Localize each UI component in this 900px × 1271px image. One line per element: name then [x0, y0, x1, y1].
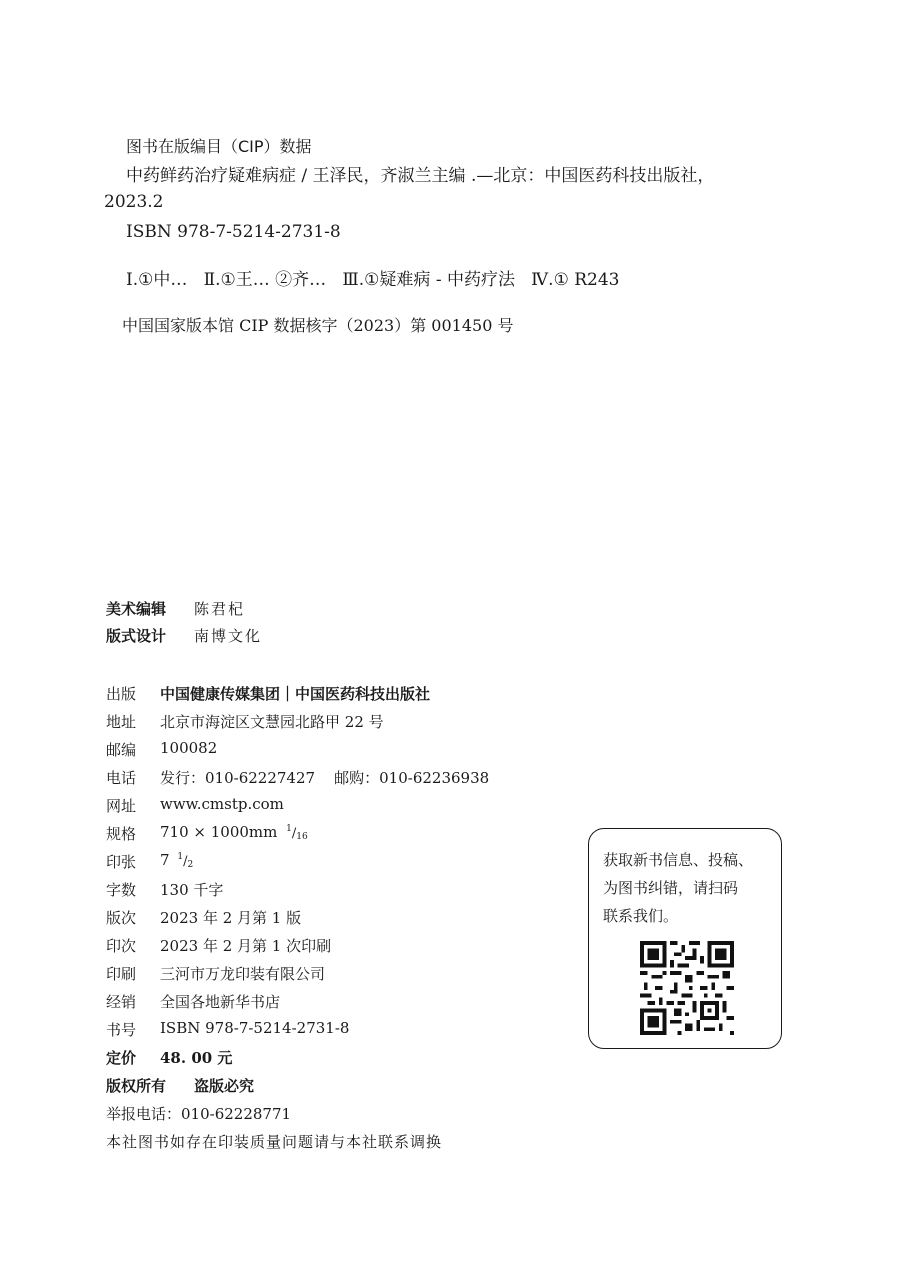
- booknum-label: 书号: [106, 1021, 137, 1039]
- qr-code-icon[interactable]: [639, 941, 735, 1035]
- sheets-frac-num: 1: [177, 852, 184, 862]
- address-label: 地址: [106, 713, 137, 731]
- cip-classification: Ⅰ.①中… Ⅱ.①王… ②齐… Ⅲ.①疑难病 - 中药疗法 Ⅳ.① R243: [126, 270, 620, 290]
- cip-heading: 图书在版编目（CIP）数据: [126, 137, 312, 156]
- cip-isbn: ISBN 978-7-5214-2731-8: [126, 222, 341, 242]
- sheets-whole: 7: [160, 851, 170, 869]
- format-frac-den: 16: [296, 832, 308, 842]
- quality-notice: 本社图书如存在印装质量问题请与本社联系调换: [106, 1133, 443, 1151]
- website-value: www.cmstp.com: [160, 795, 284, 813]
- words-label: 字数: [106, 881, 137, 899]
- impression-label: 印次: [106, 937, 137, 955]
- address-value: 北京市海淀区文慧园北路甲 22 号: [160, 713, 384, 731]
- cip-date-line: 2023.2: [104, 192, 164, 212]
- format-frac-num: 1: [286, 824, 292, 834]
- words-value: 130 千字: [160, 881, 224, 899]
- phone-value: 发行：010-62227427 邮购：010-62236938: [160, 769, 490, 787]
- edition-value: 2023 年 2 月第 1 版: [160, 909, 302, 927]
- qr-text-line1: 获取新书信息、投稿、: [603, 851, 754, 869]
- distributor-label: 经销: [106, 993, 137, 1011]
- qr-text-line2: 为图书纠错，请扫码: [603, 879, 739, 897]
- qr-text-line3: 联系我们。: [603, 907, 679, 925]
- sheets-label: 印张: [106, 853, 137, 871]
- publisher-value: 中国健康传媒集团｜中国医药科技出版社: [160, 685, 431, 703]
- credit-value-layout-design: 南博文化: [194, 627, 263, 645]
- impression-value: 2023 年 2 月第 1 次印刷: [160, 937, 332, 955]
- distributor-value: 全国各地新华书店: [160, 993, 281, 1011]
- format-label: 规格: [106, 825, 137, 843]
- qr-panel: [588, 828, 782, 1049]
- booknum-value: ISBN 978-7-5214-2731-8: [160, 1019, 350, 1037]
- postcode-value: 100082: [160, 739, 218, 757]
- cip-verification: 中国国家版本馆 CIP 数据核字（2023）第 001450 号: [122, 316, 514, 335]
- website-label: 网址: [106, 797, 137, 815]
- edition-label: 版次: [106, 909, 137, 927]
- sheets-frac-den: 2: [187, 860, 194, 870]
- price-label: 定价: [106, 1049, 137, 1067]
- postcode-label: 邮编: [106, 741, 137, 759]
- publisher-label: 出版: [106, 685, 137, 703]
- rights-value: 盗版必究: [194, 1077, 255, 1095]
- report-phone: 举报电话：010-62228771: [106, 1105, 292, 1123]
- phone-label: 电话: [106, 769, 137, 787]
- price-value: 48. 00 元: [160, 1049, 233, 1067]
- format-value: 710 × 1000mm $^1$/16: [160, 823, 308, 842]
- credit-label-art-editor: 美术编辑: [106, 600, 167, 618]
- credit-value-art-editor: 陈君杞: [194, 600, 246, 618]
- format-size: 710 × 1000mm: [160, 823, 278, 841]
- sheets-value: 7 $^1$/2: [160, 851, 194, 870]
- cip-title-line: 中药鲜药治疗疑难病症 / 王泽民，齐淑兰主编 .—北京：中国医药科技出版社，: [126, 166, 715, 186]
- rights-label: 版权所有: [106, 1077, 167, 1095]
- credit-label-layout-design: 版式设计: [106, 627, 167, 645]
- printer-label: 印刷: [106, 965, 137, 983]
- printer-value: 三河市万龙印装有限公司: [160, 965, 326, 983]
